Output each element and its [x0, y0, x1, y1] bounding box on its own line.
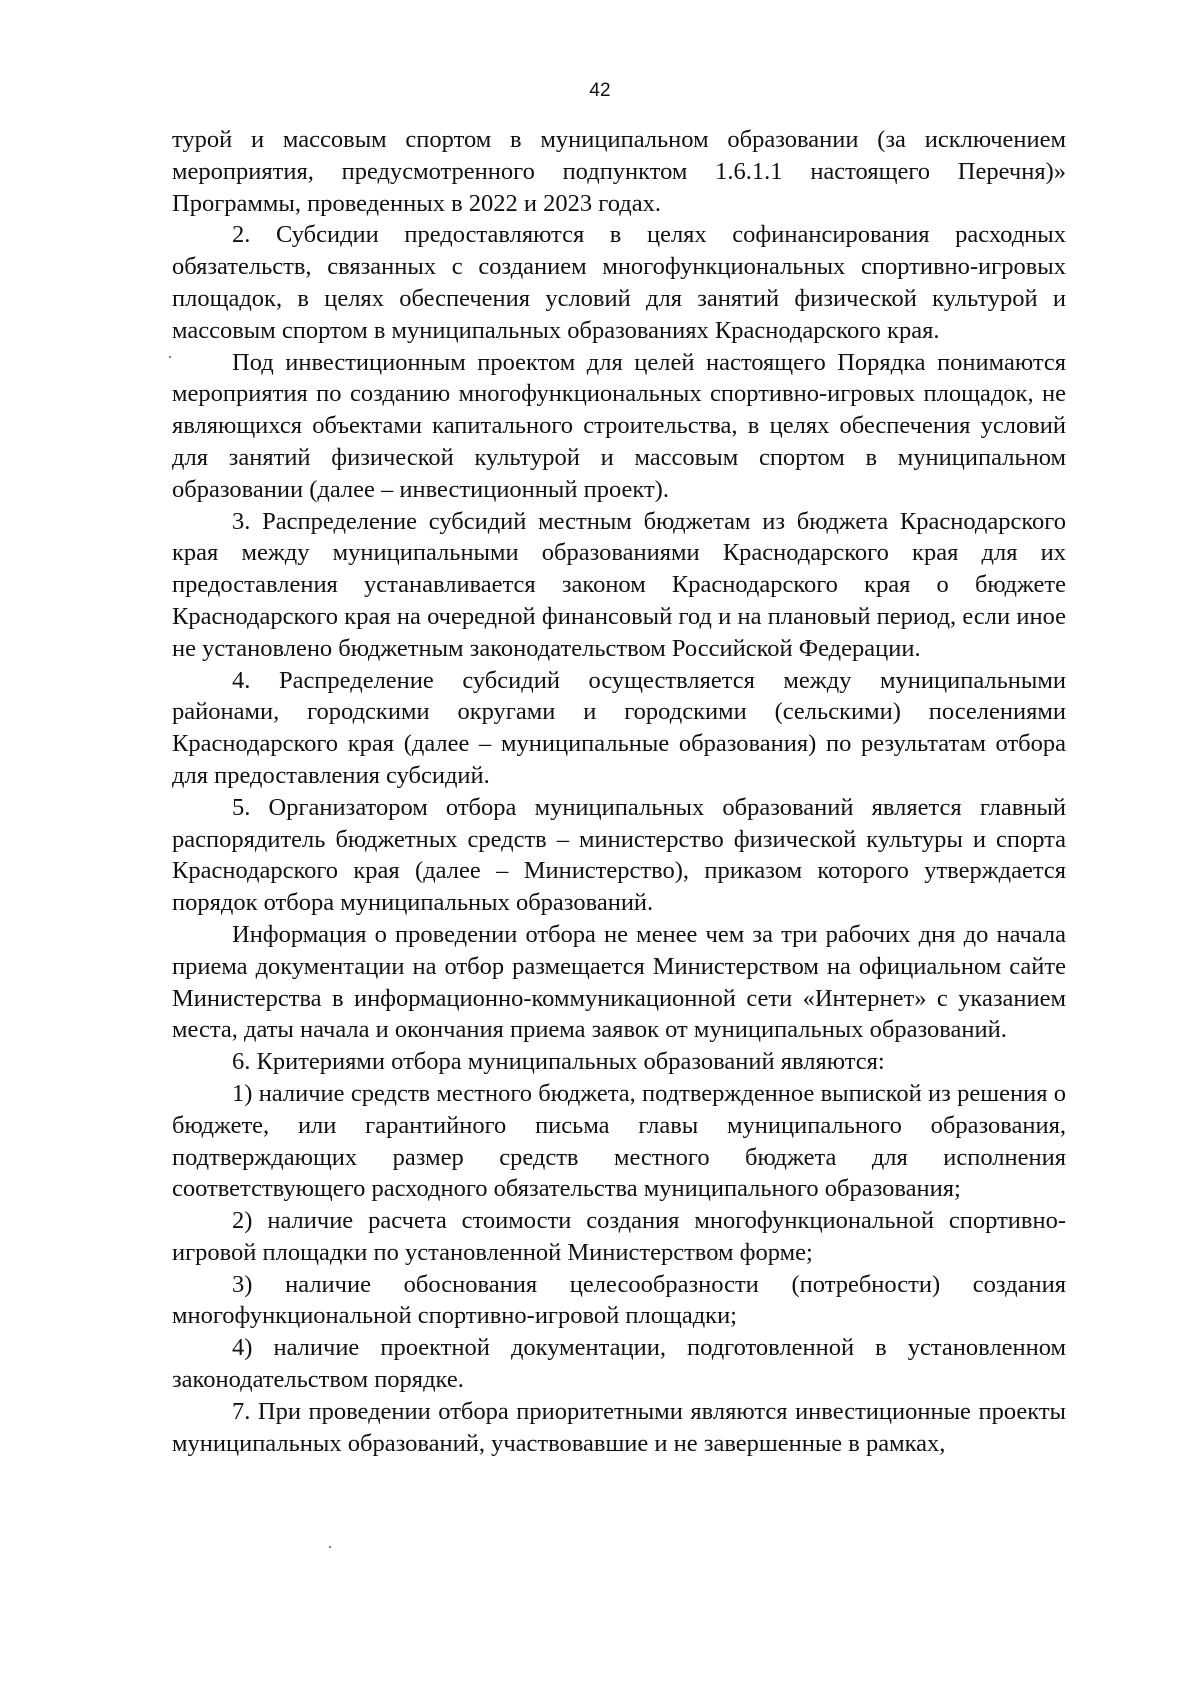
paragraph-selection-info: Информация о проведении отбора не менее чем за три рабочих дня до начала приема документации на отбор размещается Министерством на официальном сайте Министерства в информационно-коммуникационной сети «Интернет» с указанием места, даты начала и окончания приема заявок от муниципальных образований.: [172, 920, 1066, 1044]
paragraph-item-3: 3. Распределение субсидий местным бюджетам из бюджета Краснодарского края между муниципальными образованиями Краснодарского края для их предоставления устанавливается законом Краснодарского края о бюджете Краснодарского края на очередной финансовый год и на плановый период, если иное не установлено бюджетным законодательством Российской Федерации.: [172, 507, 1066, 662]
criteria-item-4: 4) наличие проектной документации, подготовленной в установленном законодательством порядке.: [172, 1334, 1066, 1394]
body-text: [172, 124, 1066, 1459]
page-number: 42: [589, 80, 611, 101]
criteria-item-1: 1) наличие средств местного бюджета, подтвержденное выпиской из решения о бюджете, или гарантийного письма главы муниципального образования, подтверждающих размер средств местного бюджета для исполнения соответствующего расходного обязательства муниципального образования;: [172, 1079, 1066, 1203]
criteria-item-3: 3) наличие обоснования целесообразности (потребности) создания многофункциональной спортивно-игровой площадки;: [172, 1270, 1066, 1330]
paragraph-item-2: 2. Субсидии предоставляются в целях софинансирования расходных обязательств, связанных с созданием многофункциональных спортивно-игровых площадок, в целях обеспечения условий для занятий физической культурой и массовым спортом в муниципальных образованиях Краснодарского края.: [172, 221, 1066, 344]
paragraph-item-7: 7. При проведении отбора приоритетными являются инвестиционные проекты муниципальных образований, участвовавшие и не завершенные в рамках,: [172, 1397, 1066, 1457]
paragraph-item-5: 5. Организатором отбора муниципальных образований является главный распорядитель бюджетных средств – министерство физической культуры и спорта Краснодарского края (далее – Министерство), приказом которого утверждается порядок отбора муниципальных образований.: [172, 793, 1066, 917]
paragraph-investment-project: Под инвестиционным проектом для целей настоящего Порядка понимаются мероприятия по созданию многофункциональных спортивно-игровых площадок, не являющихся объектами капитального строительства, в целях обеспечения условий для занятий физической культурой и массовым спортом в муниципальном образовании (далее – инвестиционный проект).: [172, 348, 1066, 503]
paragraph-continuation: турой и массовым спортом в муниципальном образовании (за исключением мероприятия, предусмотренного подпунктом 1.6.1.1 настоящего Перечня)» Программы, проведенных в 2022 и 2023 годах.: [172, 126, 1066, 217]
scan-speck: [169, 356, 171, 358]
scan-speck: [329, 1546, 331, 1548]
criteria-item-2: 2) наличие расчета стоимости создания многофункциональной спортивно-игровой площадки по установленной Министерством форме;: [172, 1207, 1066, 1266]
paragraph-item-6: 6. Критериями отбора муниципальных образований являются:: [232, 1048, 885, 1076]
paragraph-item-4: 4. Распределение субсидий осуществляется между муниципальными районами, городскими округами и городскими (сельскими) поселениями Краснодарского края (далее – муниципальные образования) по результатам отбора для предоставления субсидий.: [172, 666, 1066, 789]
